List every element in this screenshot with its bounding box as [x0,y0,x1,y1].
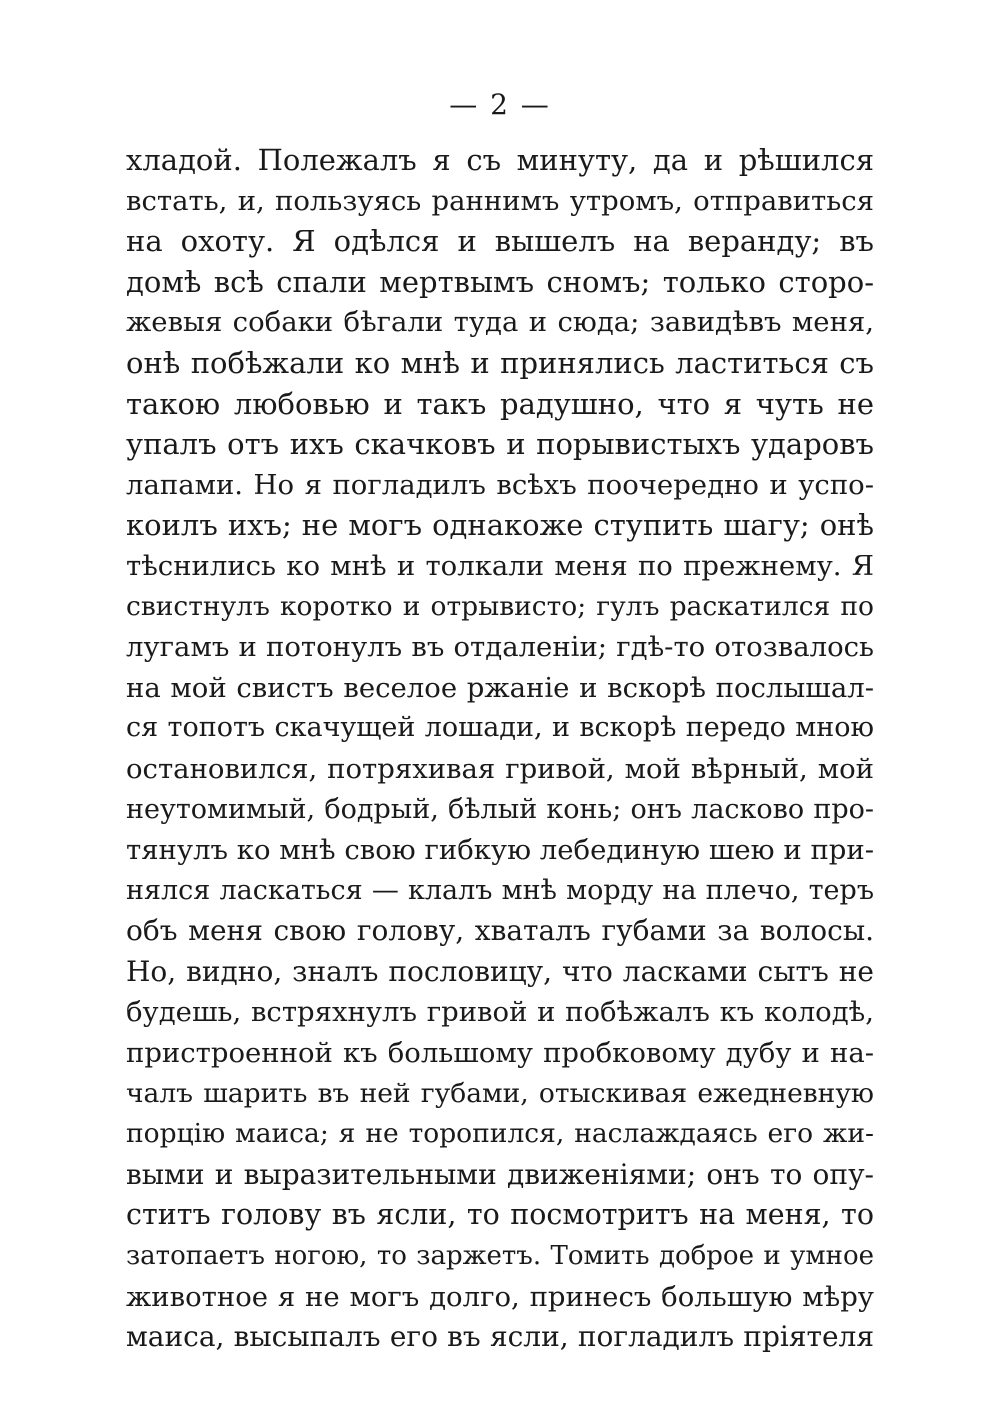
text-line: онѣ побѣжали ко мнѣ и принялись ластиться съ [126,345,874,380]
text-line: Но, видно, зналъ пословицу, что ласками сытъ не [126,954,874,988]
text-line: на мой свистъ веселое ржаніе и вскорѣ послышал- [126,671,874,704]
text-line: порцію маиса; я не торопился, наслаждаясь его жи- [126,1118,874,1150]
text-line: на охоту. Я одѣлся и вышелъ на веранду; въ [126,224,874,259]
text-line: ститъ голову въ ясли, то посмотритъ на меня, то [126,1198,874,1232]
body-text [126,140,874,1358]
text-line: животное я не могъ долго, принесъ большую мѣру [126,1280,874,1313]
page-number-header: — 2 — [449,88,551,121]
text-line: ся топотъ скачущей лошади, и вскорѣ передо мною [126,712,874,744]
text-line: встать, и, пользуясь раннимъ утромъ, отправиться [126,184,874,217]
text-line: домѣ всѣ спали мертвымъ сномъ; только сторо- [126,264,874,299]
text-line: пристроенной къ большому пробковому дубу и на- [126,1037,874,1070]
text-line: хладой. Полежалъ я съ минуту, да и рѣшился [126,143,874,177]
text-line: жевыя собаки бѣгали туда и сюда; завидѣвъ меня, [126,306,874,339]
text-line: упалъ отъ ихъ скачковъ и порывистыхъ ударовъ [126,427,874,462]
text-line: коилъ ихъ; не могъ однакоже ступить шагу; онѣ [126,508,874,543]
text-line: чалъ шарить въ ней губами, отыскивая ежедневную [126,1077,874,1109]
text-line: будешь, встряхнулъ гривой и побѣжалъ къ колодѣ, [126,996,874,1029]
text-line: остановился, потряхивая гривой, мой вѣрный, мой [126,752,874,785]
text-line: выми и выразительными движеніями; онъ то опу- [126,1157,874,1191]
text-line: лугамъ и потонулъ въ отдаленіи; гдѣ-то отозвалось [126,631,874,664]
text-line: тѣснились ко мнѣ и толкали меня по прежнему. Я [126,549,874,582]
text-line: маиса, высыпалъ его въ ясли, погладилъ пріятеля [126,1320,874,1354]
text-line: затопаетъ ногою, то заржетъ. Томить доброе и умное [126,1241,874,1272]
text-line: объ меня свою голову, хваталъ губами за волосы. [126,914,874,948]
text-line: свистнулъ коротко и отрывисто; гулъ раскатился по [126,590,874,622]
text-line: такою любовью и такъ радушно, что я чуть не [126,386,874,421]
text-line: неутомимый, бодрый, бѣлый конь; онъ ласково про- [126,793,874,825]
text-line: тянулъ ко мнѣ свою гибкую лебединую шею и при- [126,834,874,867]
text-line: лапами. Но я погладилъ всѣхъ поочередно и успо- [126,468,874,501]
text-line: нялся ласкаться — клалъ мнѣ морду на плечо, теръ [126,874,874,906]
